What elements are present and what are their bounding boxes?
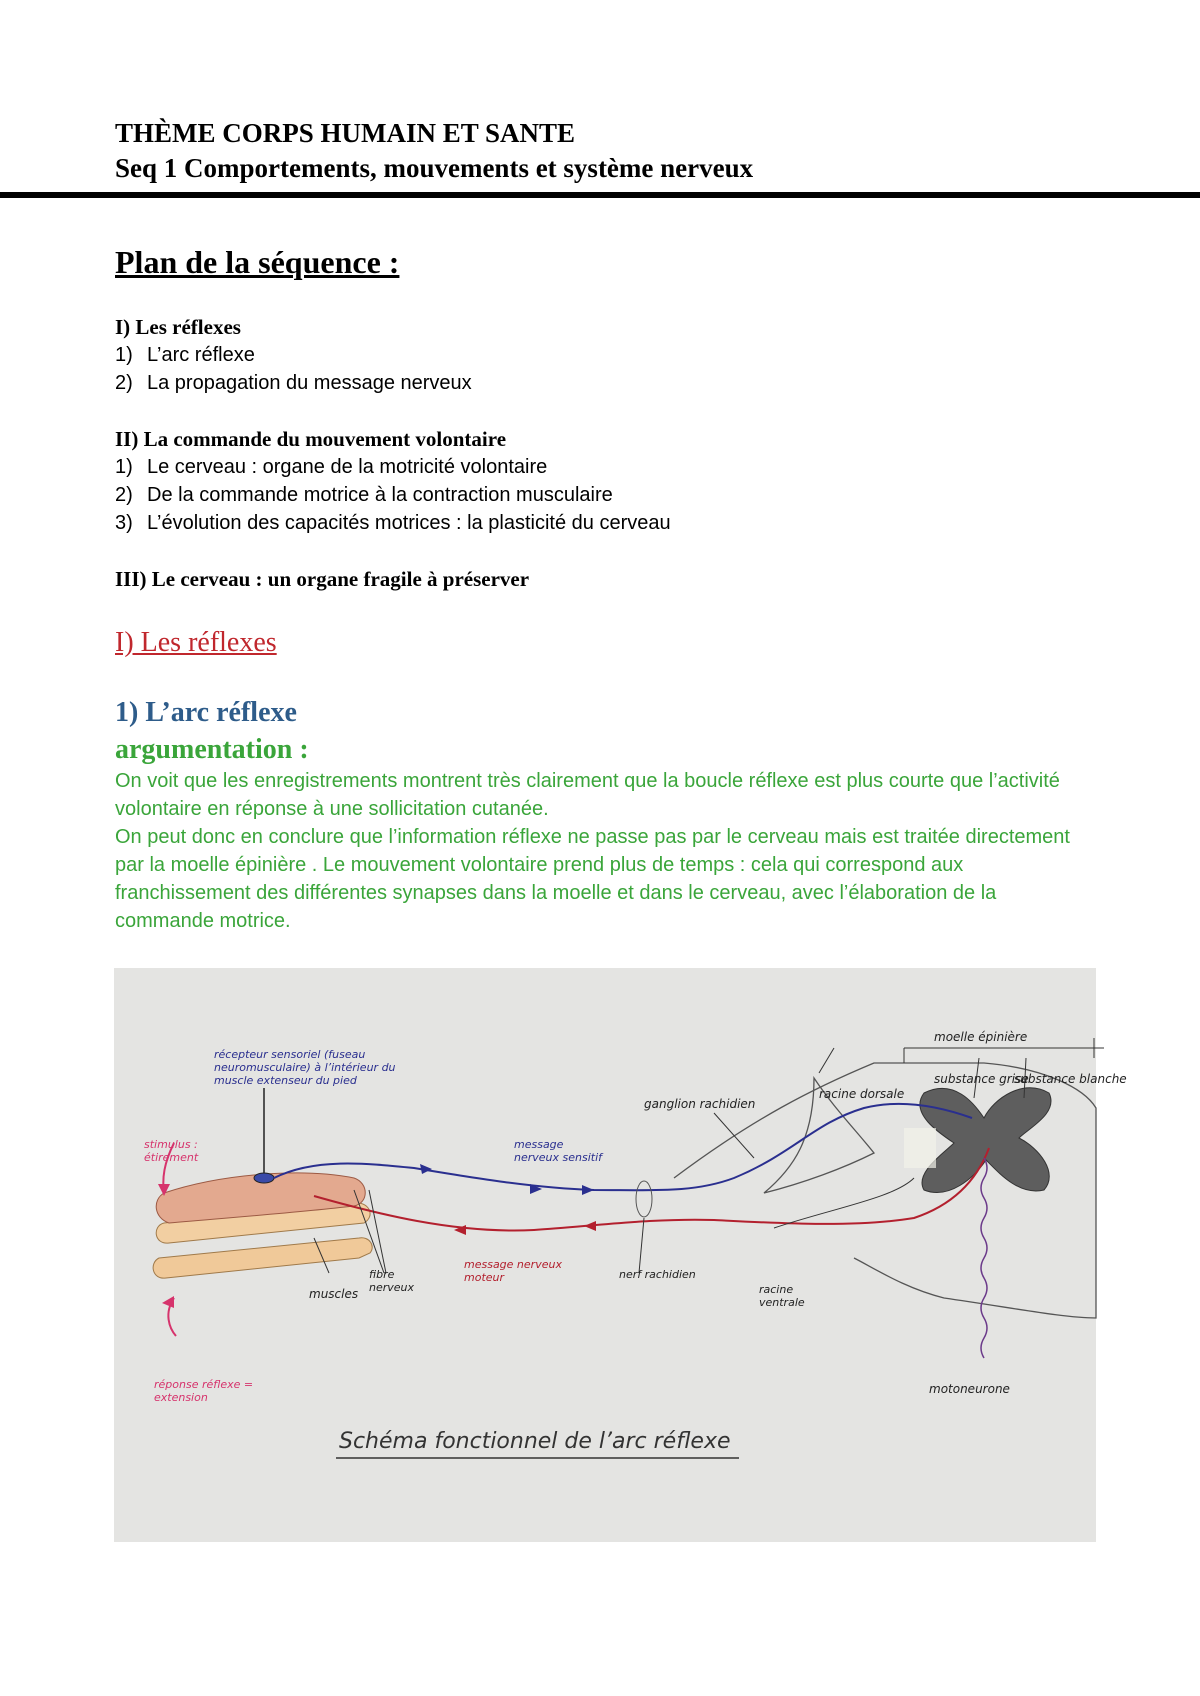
section-title: I) Les réflexes xyxy=(115,627,277,658)
label-fibre-box xyxy=(369,1268,439,1308)
arrow xyxy=(162,1296,174,1308)
plan-item: 3) L’évolution des capacités motrices : la plasticité du cerveau xyxy=(115,512,671,534)
label-recepteur: récepteur sensoriel (fuseau neuromusculaire) à l’intérieur du muscle extenseur du pied xyxy=(214,1048,396,1087)
plan-section-heading: I) Les réflexes xyxy=(115,315,241,339)
arrow xyxy=(584,1221,596,1231)
label-recepteur-box xyxy=(214,1048,414,1114)
sequence-title: Seq 1 Comportements, mouvements et système nerveux xyxy=(115,153,754,183)
label-msg-sensitif: message nerveux sensitif xyxy=(514,1138,603,1164)
label-racine-ventrale-box xyxy=(759,1283,839,1323)
theme-title: THÈME CORPS HUMAIN ET SANTE xyxy=(115,118,576,148)
nerve-section xyxy=(636,1181,652,1217)
arrow xyxy=(582,1185,594,1195)
label-motoneurone: motoneurone xyxy=(929,1382,1010,1396)
sensory-pathway xyxy=(274,1104,972,1190)
label-muscles: muscles xyxy=(309,1287,359,1301)
label-sub-blanche: substance blanche xyxy=(1014,1072,1127,1086)
paragraph: On voit que les enregistrements montrent très clairement que la boucle réflexe est plus courte que l’activité volontaire en réponse à une sollicitation cutanée. xyxy=(115,770,1060,820)
argumentation-text xyxy=(115,767,1075,935)
label-fibre: fibre nerveux xyxy=(369,1268,415,1294)
label-sub-grise: substance grise xyxy=(934,1072,1029,1086)
header-divider xyxy=(0,192,1200,198)
label-msg-moteur-box xyxy=(464,1258,574,1303)
label-moelle: moelle épinière xyxy=(934,1030,1028,1044)
label-reponse: réponse réflexe = extension xyxy=(154,1378,254,1404)
argumentation-label: argumentation : xyxy=(115,734,309,765)
reflex-arc-drawing xyxy=(114,968,1127,1542)
paragraph: On peut donc en conclure que l’information réflexe ne passe pas par le cerveau mais est traitée directement par la moelle épinière . Le mouvement volontaire prend plus de temps : cela qui correspond aux franchissement des différentes synapses dans la moelle et dans le cerveau, avec l’élaboration de la commande motrice. xyxy=(115,826,1070,932)
motoneuron xyxy=(981,1158,987,1358)
plan-title: Plan de la séquence : xyxy=(115,244,400,280)
figure-caption: Schéma fonctionnel de l’arc réflexe xyxy=(339,1429,731,1454)
arrow xyxy=(420,1164,432,1174)
plan-list xyxy=(115,313,1165,593)
label-nerf: nerf rachidien xyxy=(619,1268,696,1281)
label-racine-ventrale: racine ventrale xyxy=(759,1283,805,1309)
receptor xyxy=(254,1173,274,1183)
label-racine-dorsale: racine dorsale xyxy=(819,1087,905,1101)
plan-item: 1) Le cerveau : organe de la motricité volontaire xyxy=(115,456,548,478)
reflex-arc-figure xyxy=(114,968,1127,1542)
plan-section-heading: II) La commande du mouvement volontaire xyxy=(115,427,507,451)
document-header xyxy=(115,116,1195,186)
subsection-title: 1) L’arc réflexe xyxy=(115,697,297,728)
label-reponse-box xyxy=(154,1378,304,1418)
plan-item: 1) L’arc réflexe xyxy=(115,344,255,366)
label-stimulus: stimulus : étirement xyxy=(144,1138,199,1164)
label-msg-moteur: message nerveux moteur xyxy=(464,1258,562,1284)
gray-matter xyxy=(904,1088,1051,1193)
plan-item: 2) La propagation du message nerveux xyxy=(115,372,472,394)
label-stimulus-box xyxy=(144,1138,234,1178)
plan-section-heading: III) Le cerveau : un organe fragile à préserver xyxy=(115,567,530,591)
label-msg-sensitif-box xyxy=(514,1138,604,1183)
label-ganglion: ganglion rachidien xyxy=(644,1097,756,1111)
label-nerf-box xyxy=(619,1268,699,1308)
plan-item: 2) De la commande motrice à la contraction musculaire xyxy=(115,484,613,506)
